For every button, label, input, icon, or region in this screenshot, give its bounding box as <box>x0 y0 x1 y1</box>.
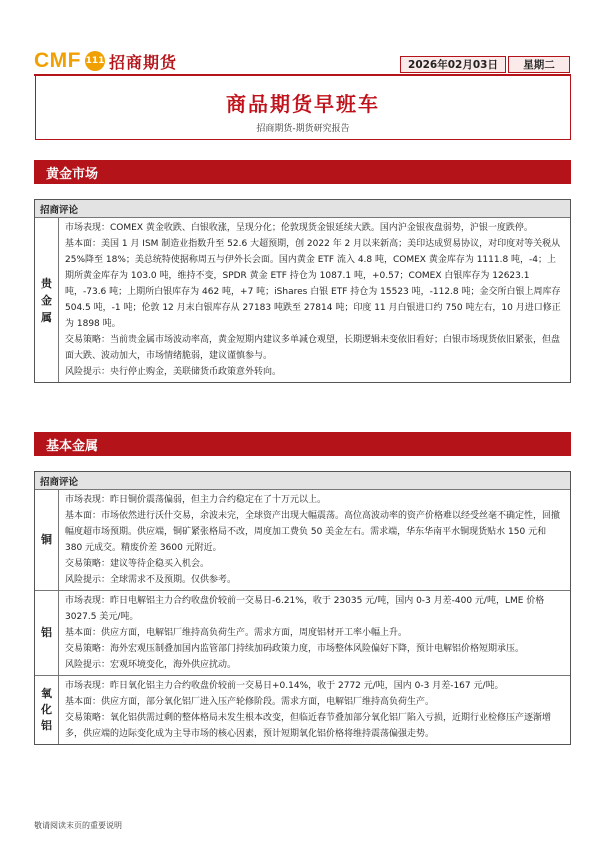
metal-name: 铝 <box>35 591 59 675</box>
fundamentals-text: 基本面：供应方面，部分氧化铝厂进入压产轮修阶段。需求方面，电解铝厂维持高负荷生产。 <box>65 697 435 707</box>
report-date: 2026年02月03日 <box>400 56 506 73</box>
strategy-text: 交易策略：当前贵金属市场波动率高，黄金短期内建议多单减仓观望，长期逻辑未变依旧看好；白银市场现货依旧紧张，但盘面大跌、波动加大，市场情绪脆弱，建议谨慎参与。 <box>65 335 561 361</box>
market-performance-text: 市场表现：昨日铜价震荡偏弱，但主力合约稳定在了十万元以上。 <box>65 495 327 505</box>
row-content <box>59 218 570 382</box>
comment-label: 招商评论 <box>35 200 570 218</box>
page-subtitle: 招商期货-期货研究报告 <box>256 124 350 134</box>
report-weekday: 星期二 <box>508 56 570 73</box>
strategy-text: 交易策略：建议等待企稳买入机会。 <box>65 559 210 569</box>
row-content <box>59 490 570 590</box>
market-performance-text: 市场表现：昨日电解铝主力合约收盘价较前一交易日-6.21%，收于 23035 元/吨，国内 0-3 月差-400 元/吨，LME 价格 3027.5 美元/吨。 <box>65 596 545 622</box>
table-row <box>35 218 570 382</box>
logo-mark-icon: 111 <box>85 51 105 71</box>
fundamentals-text: 基本面：美国 1 月 ISM 制造业指数升至 52.6 大超预期，创 2022 年 2 月以来新高；美印达成贸易协议，对印度对等关税从 25%降至 18%；美总统特使据称周五与伊外长会面。国内黄金 ETF 流入 4.8 吨，COMEX 黄金库存为 1111.8 吨，-4；上期所黄金库存为 103.0 吨，维持不变，SPDR 黄金 ETF 持仓为 1087.1 吨，+0.57；COMEX 白银库存为 12623.1 吨，-73.6 吨；上期所白银库存为 462 吨，+7 吨；iShares 白银 ETF 持仓为 15523 吨，-112.8 吨；金交所白银上周库存 504.5 吨，-1 吨；伦敦 12 月末白银库存从 27183 吨跌至 27814 吨；印度 11 月白银进口约 750 吨左右，10 月进口修正为 1898 吨。 <box>65 239 561 329</box>
risk-text: 风险提示：央行停止购金，美联储货币政策意外转向。 <box>65 367 282 377</box>
metal-name: 氧化铝 <box>35 676 59 744</box>
section-box-gold <box>34 199 571 383</box>
table-row <box>35 490 570 591</box>
market-performance-text: 市场表现：昨日氧化铝主力合约收盘价较前一交易日+0.14%，收于 2772 元/吨，国内 0-3 月差-167 元/吨。 <box>65 681 504 691</box>
section-box-base-metals <box>34 471 571 745</box>
company-logo <box>34 47 177 75</box>
row-content <box>59 676 570 744</box>
comment-label: 招商评论 <box>35 472 570 490</box>
table-row <box>35 676 570 744</box>
title-frame <box>35 76 571 140</box>
table-row <box>35 591 570 676</box>
logo-chinese-name: 招商期货 <box>109 52 178 72</box>
strategy-text: 交易策略：氧化铝供需过剩的整体格局未发生根本改变，但临近春节叠加部分氧化铝厂陷入亏损，近期行业检修压产逐渐增多，供应端的边际变化成为主导市场的核心因素，预计短期氧化铝价格将维持震荡偏强走势。 <box>65 713 552 739</box>
market-performance-text: 市场表现：COMEX 黄金收跌、白银收涨，呈现分化；伦敦现货金银延续大跌。国内沪金银夜盘弱势，沪银一度跌停。 <box>65 223 533 233</box>
section-header-gold: 黄金市场 <box>34 160 571 184</box>
strategy-text: 交易策略：海外宏观压制叠加国内监管部门持续加码政策力度，市场整体风险偏好下降，预计电解铝价格短期承压。 <box>65 644 525 654</box>
fundamentals-text: 基本面：供应方面，电解铝厂维持高负荷生产。需求方面，周度铝材开工率小幅上升。 <box>65 628 408 638</box>
risk-text: 风险提示：宏观环境变化，海外供应扰动。 <box>65 660 237 670</box>
risk-text: 风险提示：全球需求不及预期。仅供参考。 <box>65 575 237 585</box>
fundamentals-text: 基本面：市场依然进行沃什交易，余波未完，全球资产出现大幅震荡。高位高波动率的资产价格难以经受丝毫不确定性，回撤幅度超市场预期。供应端，铜矿紧张格局不改，周度加工费负 50 美金左右。需求端，华东华南平水铜现货贴水 150 元和 380 元成交。精废价差 3600 元附近。 <box>65 511 561 553</box>
page-title: 商品期货早班车 <box>226 92 380 116</box>
metal-name: 贵金属 <box>35 218 59 382</box>
logo-cmf-text: CMF <box>34 49 81 72</box>
section-header-base-metals: 基本金属 <box>34 432 571 456</box>
footer-disclaimer: 敬请阅读末页的重要说明 <box>34 821 122 830</box>
row-content <box>59 591 570 675</box>
metal-name: 铜 <box>35 490 59 590</box>
